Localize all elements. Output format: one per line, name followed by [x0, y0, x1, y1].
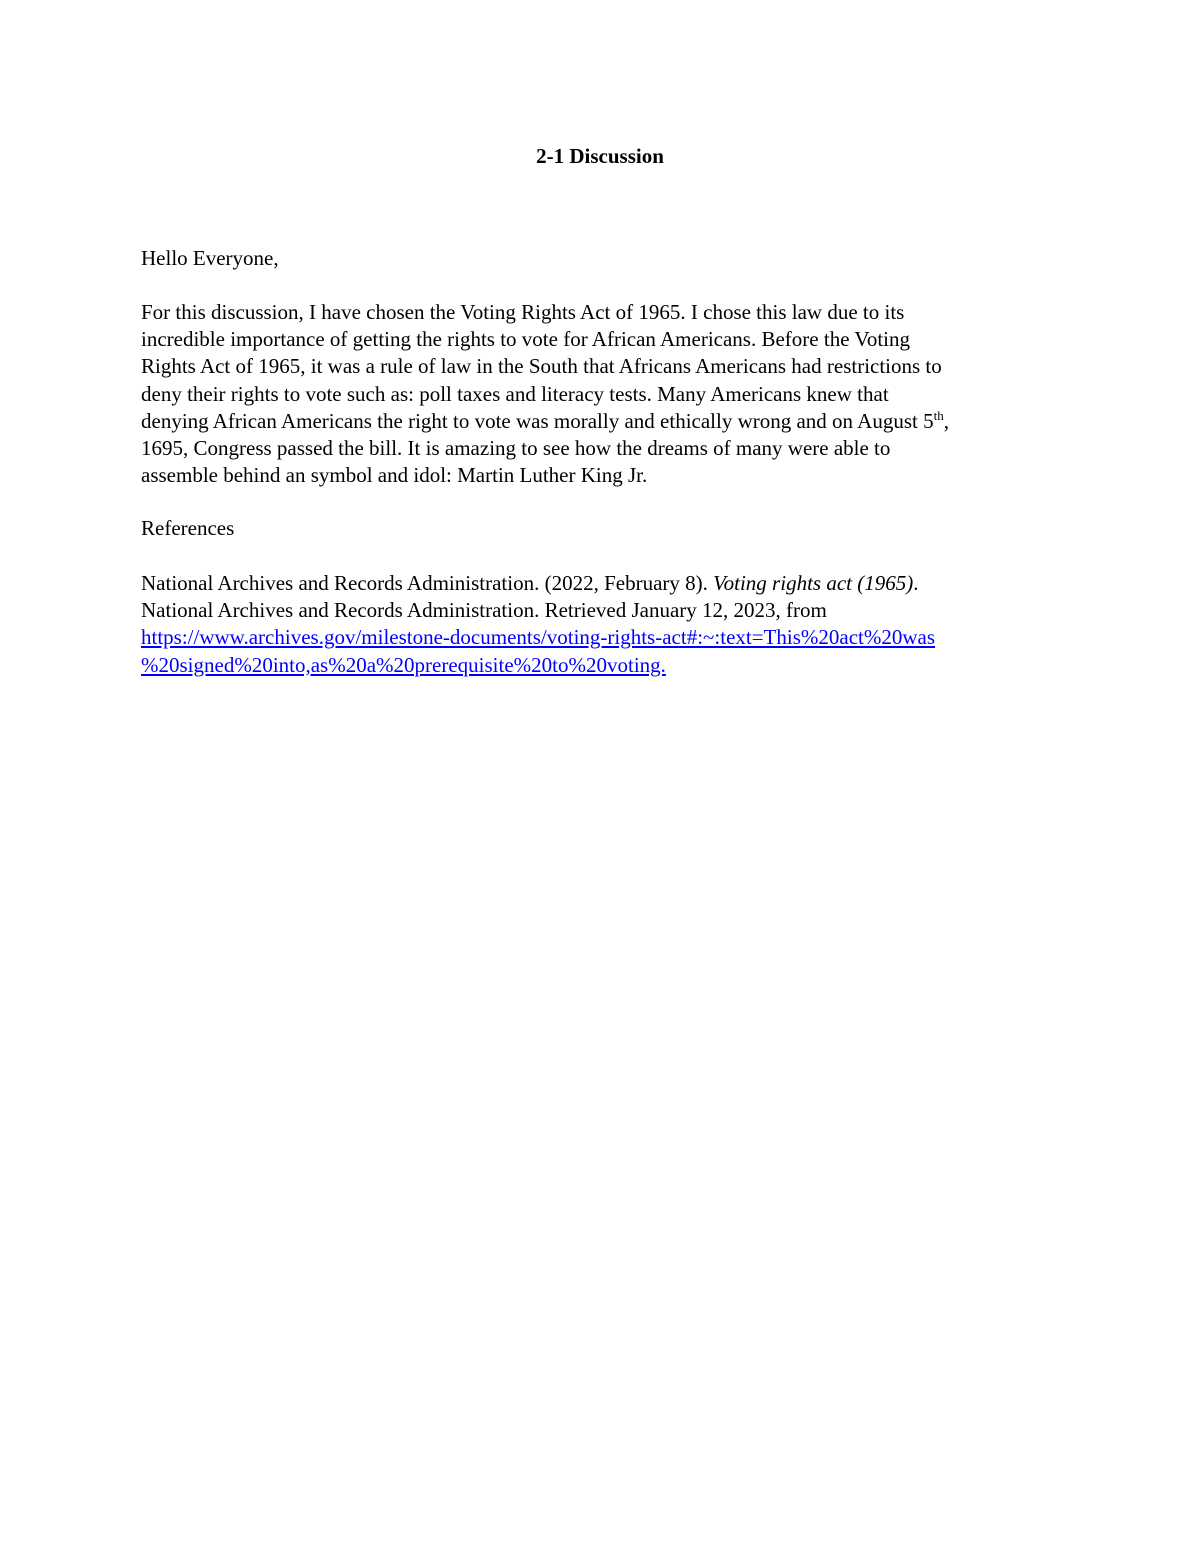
- body-line: deny their rights to vote such as: poll taxes and literacy tests. Many Americans knew that: [141, 381, 889, 406]
- body-line: [141, 408, 1061, 435]
- citation-line: National Archives and Records Administration. Retrieved January 12, 2023, from: [141, 598, 827, 623]
- citation-title: Voting rights act (1965): [713, 571, 914, 595]
- reference-url-link[interactable]: [141, 624, 1061, 651]
- references-heading: References: [141, 516, 235, 540]
- citation-author-date: National Archives and Records Administration. (2022, February 8).: [141, 571, 714, 595]
- citation-period: .: [913, 571, 919, 595]
- body-line: For this discussion, I have chosen the Voting Rights Act of 1965. I chose this law due to its: [141, 300, 905, 324]
- body-line: assemble behind an symbol and idol: Martin Luther King Jr.: [141, 463, 648, 488]
- body-line-comma: ,: [943, 408, 949, 433]
- body-line: Rights Act of 1965, it was a rule of law in the South that Africans Americans had restrictions to: [141, 354, 942, 379]
- url-line[interactable]: %20signed%20into,as%20a%20prerequisite%20to%20voting.: [141, 652, 666, 677]
- body-paragraph: [141, 299, 1061, 489]
- reference-url-link-continued[interactable]: [141, 652, 1061, 679]
- body-line: incredible importance of getting the rights to vote for African Americans. Before the Voting: [141, 327, 911, 352]
- document-title: 2-1 Discussion: [536, 144, 664, 168]
- citation-line: [141, 570, 1061, 597]
- ordinal-superscript: th: [933, 407, 944, 423]
- url-line[interactable]: https://www.archives.gov/milestone-documents/voting-rights-act#:~:text=This%20act%20was: [141, 625, 936, 650]
- body-line-text: denying African Americans the right to vote was morally and ethically wrong and on August 5: [141, 408, 934, 433]
- greeting: Hello Everyone,: [141, 246, 279, 270]
- body-line: 1695, Congress passed the bill. It is amazing to see how the dreams of many were able to: [141, 436, 891, 461]
- reference-citation: [141, 570, 1061, 679]
